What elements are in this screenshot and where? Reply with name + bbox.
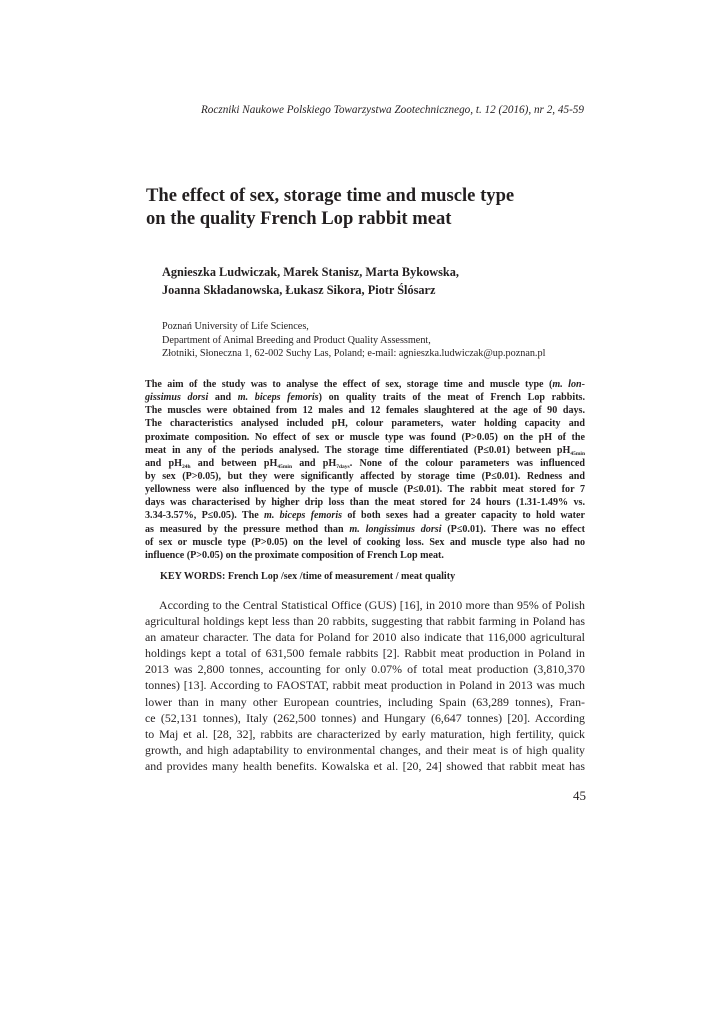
body-line: agricultural holdings kept less than 20 rabbits, suggesting that rabbit farming in Poland has: [145, 614, 585, 629]
subscript: 7days: [336, 463, 350, 470]
title-line: on the quality French Lop rabbit meat: [146, 207, 452, 229]
abstract-line: influence (P>0.05) on the proximate composition of French Lop meat.: [145, 549, 444, 561]
abstract-line: [145, 457, 585, 470]
abstract: [145, 378, 585, 562]
abstract-text: as measured by the pressure method than: [145, 523, 350, 535]
body-line: According to the Central Statistical Office (GUS) [16], in 2010 more than 95% of Polish: [159, 598, 585, 612]
abstract-text: and: [208, 392, 238, 404]
affiliation: [162, 320, 592, 361]
abstract-line: The muscles were obtained from 12 males and 12 females slaughtered at the age of 90 days.: [145, 405, 585, 417]
author-line: Joanna Składanowska, Łukasz Sikora, Piotr Ślósarz: [162, 282, 436, 297]
body-line: holdings kept a total of 631,500 female rabbits [2]. Rabbit meat production in Poland in: [145, 646, 585, 661]
abstract-text: and pH: [292, 457, 337, 469]
affiliation-line: Złotniki, Słoneczna 1, 62-002 Suchy Las, Poland; e-mail: agnieszka.ludwiczak@up.poznan.pl: [162, 348, 546, 360]
body-text: [145, 597, 585, 774]
subscript: 45min: [277, 463, 293, 470]
subscript: 24h: [181, 463, 191, 470]
abstract-line: of sex or muscle type (P>0.05) on the level of cooking loss. Sex and muscle type also had no: [145, 536, 585, 548]
affiliation-line: Poznań University of Life Sciences,: [162, 321, 309, 332]
body-line: tonnes) [13]. According to FAOSTAT, rabbit meat production in Poland in 2013 was much: [145, 678, 585, 693]
abstract-text: . None of the colour parameters was influenced: [349, 457, 585, 469]
abstract-text: 3.34-3.57%, P≤0.05). The: [145, 510, 264, 522]
abstract-italic: m. longissimus dorsi: [349, 523, 442, 535]
body-line: growth, and high adaptability to environmental changes, and their meat is of high quality: [145, 742, 585, 757]
abstract-line: days was characterised by higher drip loss than the meat stored for 24 hours (1.31-1.49% vs.: [145, 497, 585, 509]
abstract-text: and pH: [145, 457, 182, 469]
abstract-italic: gissimus dorsi: [145, 392, 209, 404]
article-title: [146, 185, 586, 230]
abstract-line: [145, 378, 585, 391]
body-line: lower than in many other European countries, including Spain (63,289 tonnes), Fran-: [145, 694, 585, 709]
abstract-line: [145, 509, 585, 522]
abstract-italic: m. biceps femoris: [237, 392, 319, 404]
abstract-text: meat in any of the periods analysed. The storage time differentiated (P≤0.01) between pH: [145, 444, 571, 456]
abstract-line: by sex (P>0.05), but they were significantly affected by storage time (P≤0.01). Redness and: [145, 470, 585, 482]
abstract-text: and between pH: [190, 457, 278, 469]
keywords: KEY WORDS: French Lop /sex /time of measurement / meat quality: [160, 571, 456, 582]
abstract-text: (P≤0.01). There was no effect: [441, 523, 586, 535]
abstract-italic: m. lon-: [552, 379, 585, 390]
abstract-line: proximate composition. No effect of sex or muscle type was found (P>0.05) on the pH of the: [145, 431, 585, 443]
abstract-line: yellowness were also influenced by the type of muscle (P≤0.01). The rabbit meat stored for 7: [145, 484, 585, 496]
author-line: Agnieszka Ludwiczak, Marek Stanisz, Marta Bykowska,: [162, 265, 459, 279]
body-line: an amateur character. The data for Poland for 2010 also indicate that 116,000 agricultural: [145, 630, 585, 645]
abstract-line: The characteristics analysed included pH, colour parameters, water holding capacity and: [145, 418, 585, 430]
body-line: 2013 was 2,800 tonnes, accounting for only 0.07% of total meat production (3,810,370: [145, 662, 585, 677]
affiliation-line: Department of Animal Breeding and Product Quality Assessment,: [162, 334, 431, 346]
subscript: 45min: [570, 450, 585, 457]
journal-header: Roczniki Naukowe Polskiego Towarzystwa Zootechnicznego, t. 12 (2016), nr 2, 45-59: [200, 104, 584, 116]
body-line: ce (52,131 tonnes), Italy (262,500 tonnes) and Hungary (6,647 tonnes) [20]. According: [145, 710, 585, 725]
page-number: 45: [573, 788, 586, 803]
abstract-line: [145, 523, 585, 536]
abstract-text: of both sexes had a greater capacity to hold water: [342, 510, 585, 522]
abstract-line: [145, 444, 585, 457]
body-line: and provides many health benefits. Kowalska et al. [20, 24] showed that rabbit meat has: [145, 758, 585, 773]
author-list: [162, 264, 592, 299]
title-line: The effect of sex, storage time and muscle type: [146, 185, 515, 206]
abstract-text: ) on quality traits of the meat of French Lop rabbits.: [318, 392, 586, 404]
body-line: to Maj et al. [28, 32], rabbits are characterized by early maturation, high fertility, quick: [145, 726, 585, 741]
abstract-italic: m. biceps femoris: [264, 510, 343, 522]
abstract-line: [145, 391, 585, 404]
abstract-text: The aim of the study was to analyse the effect of sex, storage time and muscle type (: [145, 379, 553, 390]
